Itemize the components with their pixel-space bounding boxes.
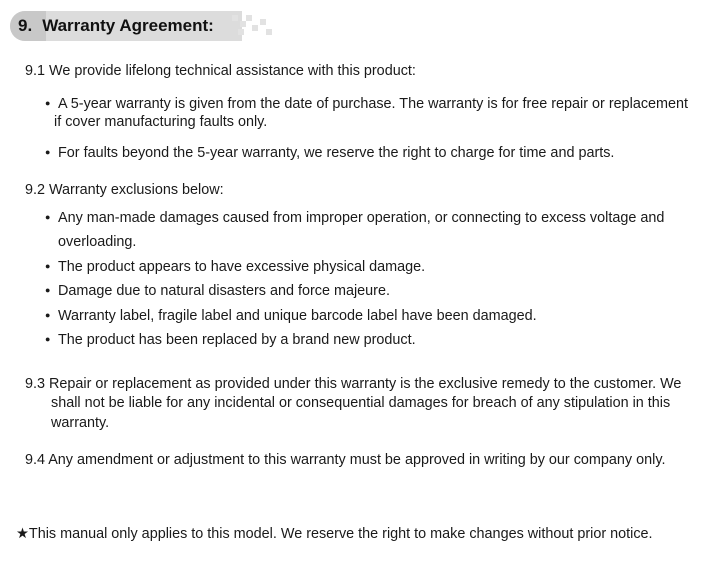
section-title <box>18 16 214 36</box>
star-icon: ★ <box>16 526 29 542</box>
list-item: ● The product appears to have excessive physical damage. <box>45 259 426 275</box>
list-item: ● Warranty label, fragile label and unique barcode label have been damaged. <box>45 308 537 324</box>
notice-text: This manual only applies to this model. We reserve the right to make changes without prior notice. <box>28 526 653 542</box>
list-item: ● Any man-made damages caused from improper operation, or connecting to excess voltage and <box>45 210 665 226</box>
bullet-icon: ● <box>45 334 51 344</box>
section-number: 9. <box>18 16 33 35</box>
clause-9-3-line: warranty. <box>51 415 110 431</box>
list-item: ● The product has been replaced by a brand new product. <box>45 332 416 348</box>
section-title-text: Warranty Agreement: <box>42 16 214 35</box>
list-item-continuation: overloading. <box>58 234 137 250</box>
bullet-icon: ● <box>45 147 51 157</box>
list-item-continuation: if cover manufacturing faults only. <box>54 114 268 130</box>
bullet-icon: ● <box>45 285 51 295</box>
clause-9-3-line: shall not be liable for any incidental or consequential damages for breach of any stipulation in this <box>51 395 671 411</box>
manual-notice <box>16 525 653 544</box>
bullet-icon: ● <box>45 261 51 271</box>
list-item: ● Damage due to natural disasters and force majeure. <box>45 283 390 299</box>
bullet-icon: ● <box>45 212 51 222</box>
bullet-icon: ● <box>45 310 51 320</box>
clause-9-2-heading: 9.2 Warranty exclusions below: <box>25 182 224 198</box>
header-fade-decoration <box>232 15 276 39</box>
clause-9-1-heading: 9.1 We provide lifelong technical assistance with this product: <box>25 63 416 79</box>
clause-9-3-line: 9.3 Repair or replacement as provided under this warranty is the exclusive remedy to the customer. We <box>25 376 682 392</box>
list-item: ● A 5-year warranty is given from the date of purchase. The warranty is for free repair or replacement <box>45 96 689 112</box>
list-item: ● For faults beyond the 5-year warranty, we reserve the right to charge for time and parts. <box>45 145 615 161</box>
section-header <box>10 11 270 41</box>
bullet-icon: ● <box>45 98 51 108</box>
clause-9-4: 9.4 Any amendment or adjustment to this warranty must be approved in writing by our company only. <box>25 452 666 468</box>
